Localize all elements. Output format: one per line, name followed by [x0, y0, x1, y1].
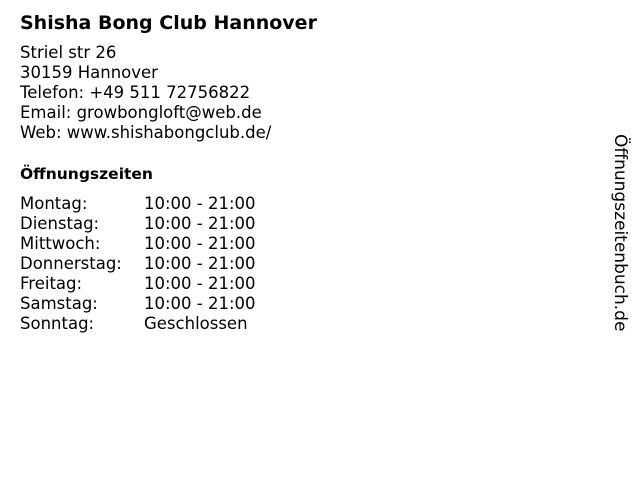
- hours-value: 10:00 - 21:00: [144, 274, 256, 293]
- email-line: Email: growbongloft@web.de: [20, 103, 262, 122]
- hours-value: Geschlossen: [144, 314, 248, 333]
- hours-value: 10:00 - 21:00: [144, 214, 256, 233]
- day-label: Samstag:: [20, 294, 98, 313]
- street-address: Striel str 26: [20, 43, 117, 62]
- day-label: Montag:: [20, 194, 88, 213]
- hours-value: 10:00 - 21:00: [144, 234, 256, 253]
- hours-value: 10:00 - 21:00: [144, 194, 256, 213]
- day-label: Mittwoch:: [20, 234, 101, 253]
- website-line: Web: www.shishabongclub.de/: [20, 123, 272, 142]
- day-label: Freitag:: [20, 274, 83, 293]
- business-name: Shisha Bong Club Hannover: [20, 12, 317, 34]
- day-label: Sonntag:: [20, 314, 95, 333]
- postal-city: 30159 Hannover: [20, 63, 158, 82]
- site-brand-vertical: Öffnungszeitenbuch.de: [610, 134, 630, 332]
- hours-value: 10:00 - 21:00: [144, 254, 256, 273]
- opening-hours-heading: Öffnungszeiten: [20, 165, 153, 183]
- day-label: Donnerstag:: [20, 254, 122, 273]
- day-label: Dienstag:: [20, 214, 100, 233]
- phone-line: Telefon: +49 511 72756822: [20, 83, 251, 102]
- address-block: [20, 43, 271, 143]
- hours-value: 10:00 - 21:00: [144, 294, 256, 313]
